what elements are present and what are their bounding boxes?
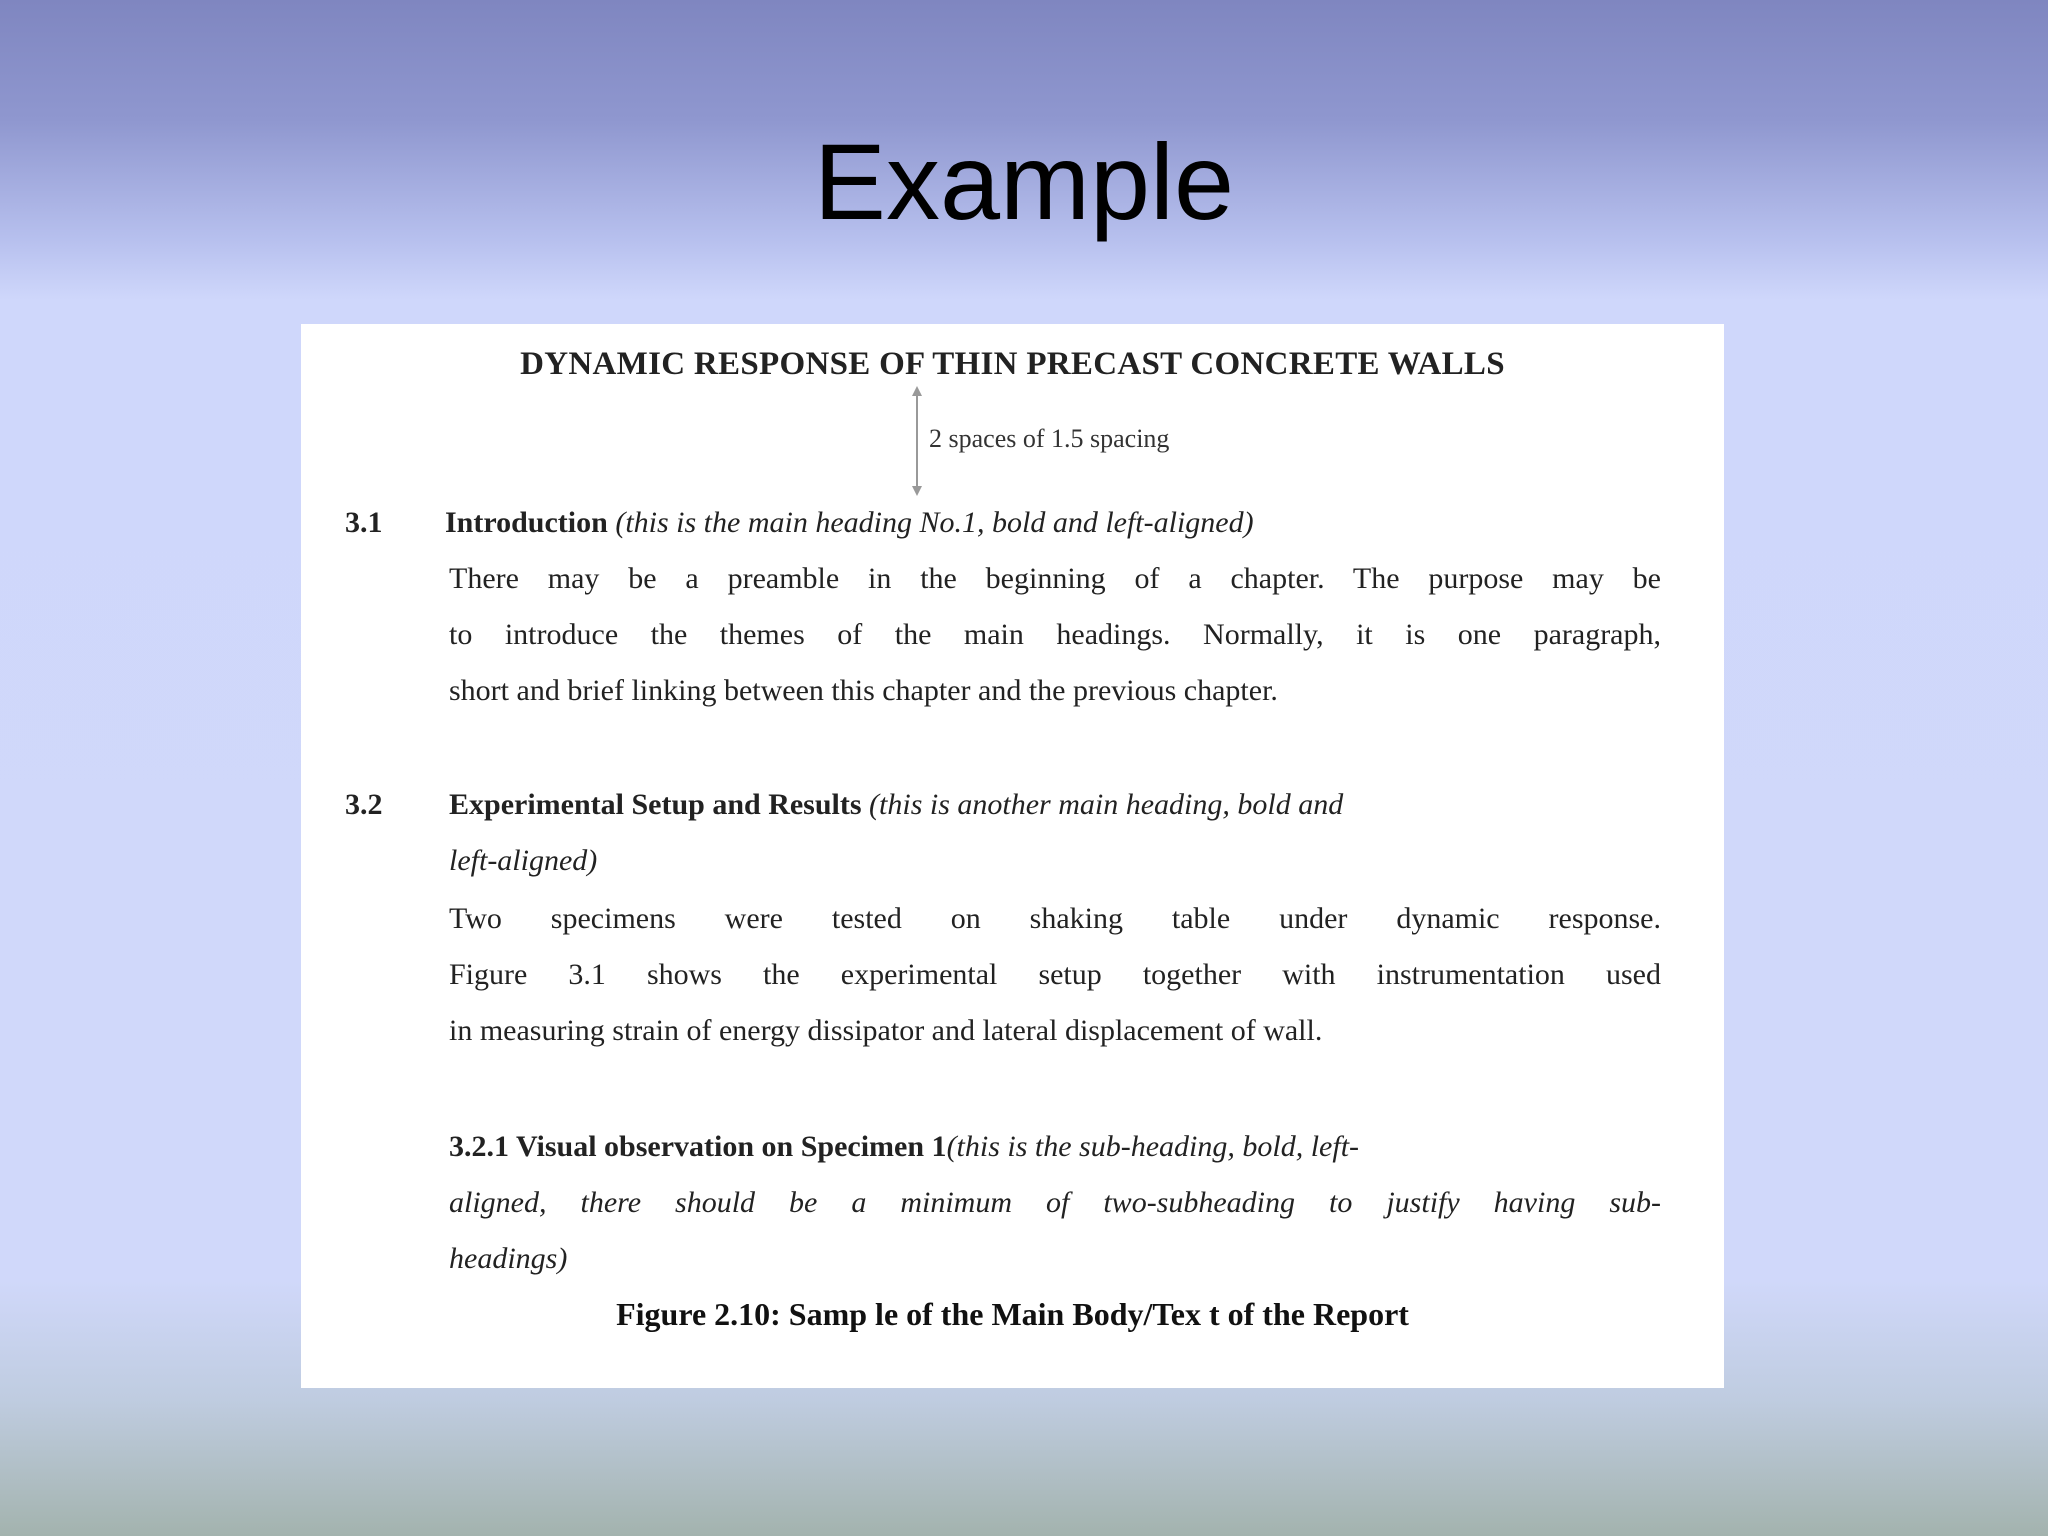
subheading-line [449, 1130, 1661, 1163]
section-heading-note: left-aligned) [449, 844, 598, 877]
spacing-note: 2 spaces of 1.5 spacing [929, 424, 1170, 453]
document-sample-image [301, 324, 1724, 1388]
subheading-note: headings) [449, 1242, 568, 1275]
paragraph-line: Figure 3.1 shows the experimental setup together with instrumentation used [449, 958, 1661, 991]
subheading-note: (this is the sub-heading, bold, left- [946, 1130, 1360, 1163]
subheading: 3.2.1 Visual observation on Specimen 1 [449, 1130, 947, 1163]
section-number: 3.2 [345, 788, 383, 821]
paragraph-line: Two specimens were tested on shaking table under dynamic response. [449, 902, 1661, 935]
paragraph-line: short and brief linking between this chapter and the previous chapter. [449, 674, 1278, 707]
section-heading: Introduction [445, 506, 608, 539]
figure-caption: Figure 2.10: Samp le of the Main Body/Tex t of the Report [616, 1296, 1409, 1332]
section-heading-note: (this is another main heading, bold and [869, 788, 1344, 821]
section-heading-line [445, 506, 1657, 539]
paragraph-line: There may be a preamble in the beginning of a chapter. The purpose may be [449, 562, 1661, 595]
paragraph-line: to introduce the themes of the main headings. Normally, it is one paragraph, [449, 618, 1661, 651]
section-heading: Experimental Setup and Results [449, 788, 862, 821]
document-title: DYNAMIC RESPONSE OF THIN PRECAST CONCRETE WALLS [520, 346, 1505, 382]
paragraph-line: in measuring strain of energy dissipator and lateral displacement of wall. [449, 1014, 1323, 1047]
section-number: 3.1 [345, 506, 383, 539]
spacing-arrow-icon [907, 386, 927, 496]
slide-title: Example [813, 121, 1235, 242]
section-heading-note: (this is the main heading No.1, bold and left-aligned) [615, 506, 1254, 539]
section-heading-line [449, 788, 1661, 821]
subheading-note: aligned, there should be a minimum of two-subheading to justify having sub- [449, 1186, 1661, 1219]
